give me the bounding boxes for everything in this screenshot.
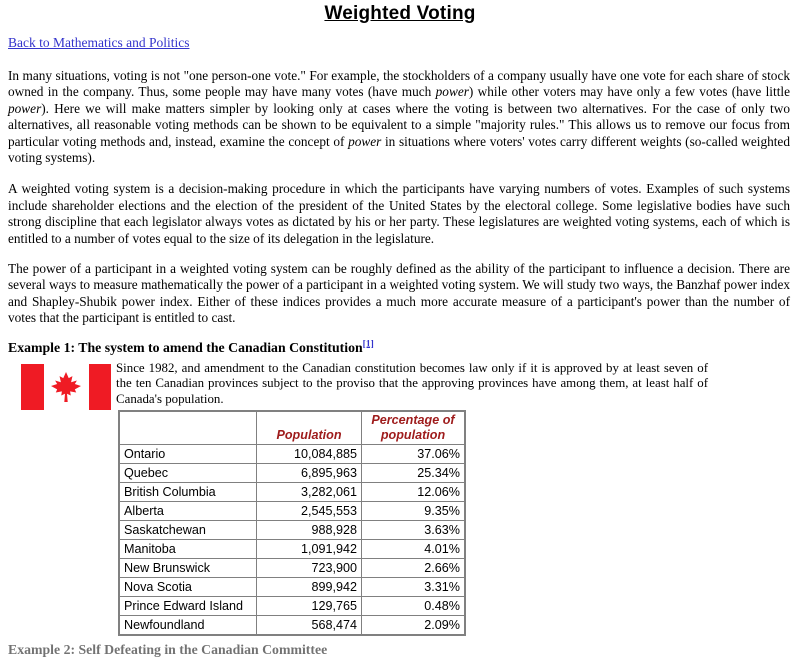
table-head [119,411,465,445]
cell-percentage: 9.35% [362,502,466,521]
paragraph-power-indices: The power of a participant in a weighted voting system can be roughly defined as the ability of the participant to influence a decision. There are several ways to measure mathematically the power of a participant in a weighted voting system. We will study two ways, the Banzhaf power index and Shapley-Shubik power index. Either of these indices provides a much more accurate measure of a participant's power than the number of votes that the participant is entitled to cast. [8,261,790,326]
example-2-heading-cutoff: Example 2: Self Defeating in the Canadian Committee [8,642,328,658]
table-row [119,540,465,559]
example-1-heading-text: Example 1: The system to amend the Canadian Constitution [8,339,363,355]
table-row [119,464,465,483]
cell-population: 3,282,061 [257,483,362,502]
example-1-block [6,361,794,637]
cell-province-name: Ontario [119,445,257,464]
footnote-link-1[interactable]: [1] [362,339,374,350]
emphasis-power-1: power [435,84,469,100]
table-body [119,445,465,636]
cell-population: 10,084,885 [257,445,362,464]
document-page [0,3,800,658]
cell-province-name: Prince Edward Island [119,597,257,616]
table-row [119,502,465,521]
population-table-wrapper [118,410,794,636]
table-row [119,578,465,597]
cell-percentage: 12.06% [362,483,466,502]
cell-percentage: 25.34% [362,464,466,483]
table-row [119,616,465,636]
cell-province-name: Alberta [119,502,257,521]
cell-province-name: New Brunswick [119,559,257,578]
cell-population: 899,942 [257,578,362,597]
cell-province-name: Manitoba [119,540,257,559]
back-to-mathematics-and-politics-link[interactable]: Back to Mathematics and Politics [8,35,190,50]
cell-province-name: Nova Scotia [119,578,257,597]
cell-percentage: 3.63% [362,521,466,540]
example-1-intro-text: Since 1982, and amendment to the Canadian constitution becomes law only if it is approved by at least seven of the ten Canadian provinces subject to the proviso that the approving provinces have among them, at least half of Canada's population. [116,360,708,406]
table-row [119,483,465,502]
example-1-heading [8,340,794,356]
emphasis-power-2: power [8,100,42,116]
table-row [119,445,465,464]
cell-province-name: British Columbia [119,483,257,502]
maple-leaf-icon [49,370,83,404]
paragraph-intro-part-b: ) while other voters may have only a few votes (have little [468,84,790,100]
cell-percentage: 4.01% [362,540,466,559]
cell-population: 988,928 [257,521,362,540]
cell-percentage: 0.48% [362,597,466,616]
cell-percentage: 37.06% [362,445,466,464]
cell-population: 1,091,942 [257,540,362,559]
page-title: Weighted Voting [324,3,476,24]
table-header-row [119,411,465,445]
paragraph-intro-part-c: ). Here we will make matters simpler by looking only at cases where the voting is between two alternatives. For the case of only two alternatives, all reasonable voting methods can be shown to be equivalent to a simple "majority rules." This allows us to remove our focus from particular voting methods and, instead, examine the concept of [8,100,790,149]
column-header-percentage: Percentage of population [362,411,466,445]
paragraph-intro-part-d: in situations where voters' votes carry different weights (so-called weighted voting systems). [8,133,790,166]
cell-percentage: 3.31% [362,578,466,597]
cell-population: 568,474 [257,616,362,636]
column-header-province [119,411,257,445]
table-row [119,559,465,578]
flag-left-bar [21,364,44,410]
footnote-reference[interactable] [363,339,374,349]
cell-population: 129,765 [257,597,362,616]
cell-population: 6,895,963 [257,464,362,483]
flag-right-bar [89,364,112,410]
column-header-population: Population [257,411,362,445]
cell-percentage: 2.09% [362,616,466,636]
paragraph-weighted-voting-system: A weighted voting system is a decision-making procedure in which the participants have varying numbers of votes. Examples of such systems include shareholder elections and the election of the president of the United States by the electoral college. Some legislative bodies have such strong discipline that each legislator always votes as dictated by his or her party. These legislatures are weighted voting systems, each of which is entitled to a number of votes equal to the size of its delegation in the legislature. [8,181,790,246]
paragraph-intro-part-a: In many situations, voting is not "one person-one vote." For example, the stockholders of a company usually have one vote for each share of stock owned in the company. Thus, some people may have many votes (have much [8,68,790,100]
cell-province-name: Newfoundland [119,616,257,636]
canadian-flag-icon [21,364,111,410]
canadian-population-table [118,410,466,636]
cell-population: 723,900 [257,559,362,578]
cell-percentage: 2.66% [362,559,466,578]
cell-province-name: Saskatchewan [119,521,257,540]
table-row [119,597,465,616]
breadcrumb [8,34,794,52]
paragraph-intro [6,68,794,166]
table-row [119,521,465,540]
emphasis-power-3: power [348,133,382,149]
cell-population: 2,545,553 [257,502,362,521]
cell-province-name: Quebec [119,464,257,483]
